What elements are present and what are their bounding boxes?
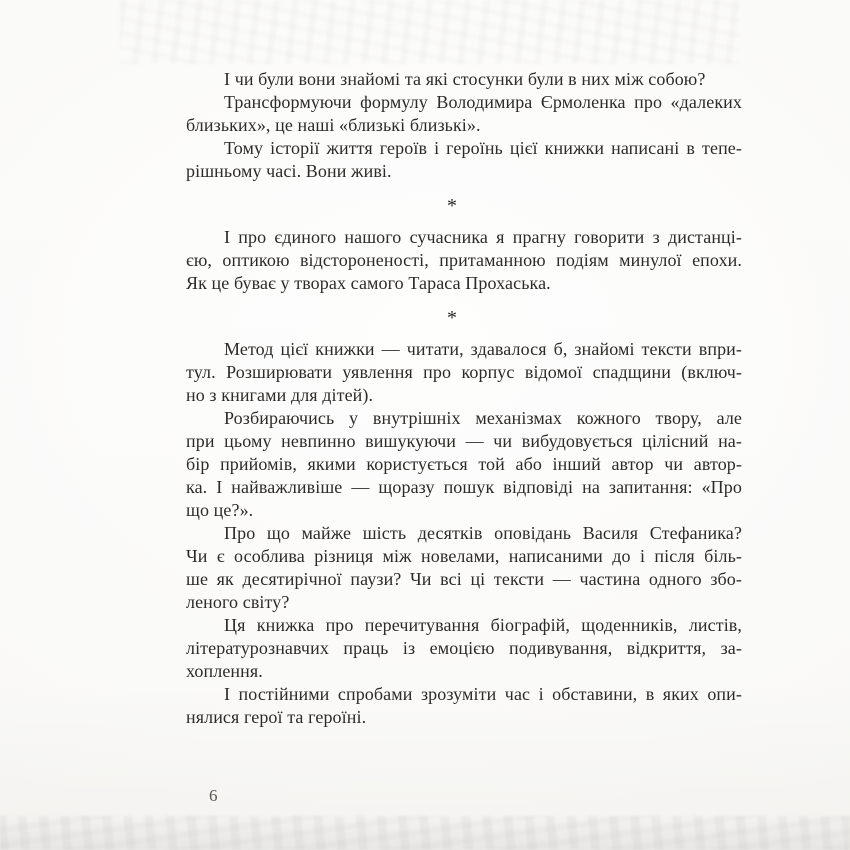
text-line: І чи були вони знайомі та які стосунки були в них між собою?: [224, 69, 706, 89]
paragraph: [186, 68, 742, 91]
text-line: що це?».: [186, 500, 254, 520]
text-line: бір прийомів, якими користується той або інший автор чи автор-: [186, 454, 742, 474]
section-separator: [174, 307, 730, 330]
text-line: Розбираючись у внутрішніх механізмах кожного твору, але: [224, 408, 742, 428]
text-line: при цьому невпинно вишукуючи — чи вибудовується цілісний на-: [186, 431, 742, 451]
text-line: леного світу?: [186, 592, 290, 612]
text-column: [186, 68, 742, 729]
text-line: Ця книжка про перечитування біографій, щоденників, листів,: [224, 615, 742, 635]
paragraph: [186, 226, 742, 295]
text-line: ка. І найважливіше — щоразу пошук відповіді на запитання: «Про: [186, 477, 742, 497]
paragraph: [186, 338, 742, 407]
text-line: Чи є особлива різниця між новелами, написаними до і після біль-: [186, 546, 742, 566]
paragraph: [186, 522, 742, 614]
text-line: Як це буває у творах самого Тараса Прохаська.: [186, 273, 551, 293]
section-separator: [174, 195, 730, 218]
page-number: 6: [209, 786, 218, 805]
paragraph: [186, 614, 742, 683]
text-line: тул. Розширювати уявлення про корпус відомої спадщини (включ-: [186, 362, 742, 382]
scan-noise-top: [120, 0, 740, 64]
text-line: близьких», це наші «близькі близькі».: [186, 115, 481, 135]
text-line: но з книгами для дітей).: [186, 385, 374, 405]
text-line: Про що майже шість десятків оповідань Василя Стефаника?: [224, 523, 742, 543]
asterisk-glyph: *: [447, 195, 457, 217]
asterisk-glyph: *: [447, 307, 457, 329]
text-line: ше як десятирічної паузи? Чи всі ці тексти — частина одного збо-: [186, 569, 742, 589]
scan-noise-bottom: [0, 816, 850, 850]
text-line: єю, оптикою відстороненості, притаманною подіям минулої епохи.: [186, 250, 742, 270]
text-line: Трансформуючи формулу Володимира Єрмоленка про «далеких: [224, 92, 742, 112]
text-line: рішньому часі. Вони живі.: [186, 161, 392, 181]
text-line: нялися герої та героїні.: [186, 707, 367, 727]
text-line: І про єдиного нашого сучасника я прагну говорити з дистанці-: [224, 227, 742, 247]
text-line: Тому історії життя героїв і героїнь цієї книжки написані в тепе-: [224, 138, 742, 158]
text-line: І постійними спробами зрозуміти час і обставини, в яких опи-: [224, 684, 742, 704]
paragraph: [186, 91, 742, 137]
paragraph: [186, 683, 742, 729]
text-line: літературознавчих праць із емоцією подивування, відкриття, за-: [186, 638, 742, 658]
text-line: хоплення.: [186, 661, 263, 681]
paragraph: [186, 407, 742, 522]
text-line: Метод цієї книжки — читати, здавалося б, знайомі тексти впри-: [224, 339, 742, 359]
paragraph: [186, 137, 742, 183]
